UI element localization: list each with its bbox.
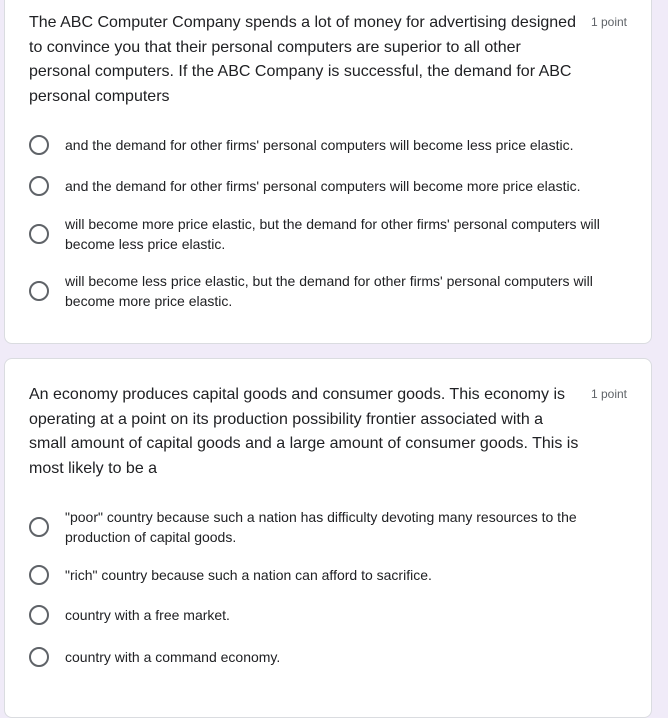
points-label: 1 point [590, 387, 627, 401]
option-label: will become less price elastic, but the demand for other firms' personal computers will become more price elastic. [65, 273, 593, 309]
answer-option[interactable] [29, 176, 627, 196]
radio-button-icon[interactable] [29, 647, 49, 667]
question-header [29, 11, 627, 109]
answer-option[interactable] [29, 271, 627, 311]
answer-option[interactable] [29, 507, 627, 547]
radio-button-icon[interactable] [29, 224, 49, 244]
answer-option[interactable] [29, 647, 627, 667]
answer-option[interactable] [29, 214, 627, 254]
question-card-1 [4, 0, 652, 344]
radio-button-icon[interactable] [29, 517, 49, 537]
option-label: country with a free market. [65, 607, 230, 623]
option-label: "rich" country because such a nation can afford to sacrifice. [65, 567, 432, 583]
question-card-2 [4, 358, 652, 718]
radio-button-icon[interactable] [29, 135, 49, 155]
option-label: and the demand for other firms' personal computers will become less price elastic. [65, 137, 574, 153]
radio-button-icon[interactable] [29, 605, 49, 625]
question-header [29, 383, 627, 481]
answer-option[interactable] [29, 565, 627, 585]
option-label: and the demand for other firms' personal computers will become more price elastic. [65, 178, 581, 194]
answer-option[interactable] [29, 605, 627, 625]
points-label: 1 point [590, 15, 627, 29]
question-text: The ABC Computer Company spends a lot of money for advertising designed to convince you that their personal computers are superior to all other personal computers. If the ABC Company is successful, the demand for ABC personal computers [29, 14, 576, 105]
radio-button-icon[interactable] [29, 565, 49, 585]
radio-button-icon[interactable] [29, 281, 49, 301]
option-label: country with a command economy. [65, 649, 281, 665]
question-text: An economy produces capital goods and consumer goods. This economy is operating at a point on its production possibility frontier associated with a small amount of capital goods and a large amount of consumer goods. This is most likely to be a [29, 386, 579, 477]
answer-option[interactable] [29, 135, 627, 155]
radio-button-icon[interactable] [29, 176, 49, 196]
option-label: will become more price elastic, but the demand for other firms' personal computers will become less price elastic. [65, 216, 600, 252]
option-label: "poor" country because such a nation has difficulty devoting many resources to the production of capital goods. [65, 509, 577, 545]
